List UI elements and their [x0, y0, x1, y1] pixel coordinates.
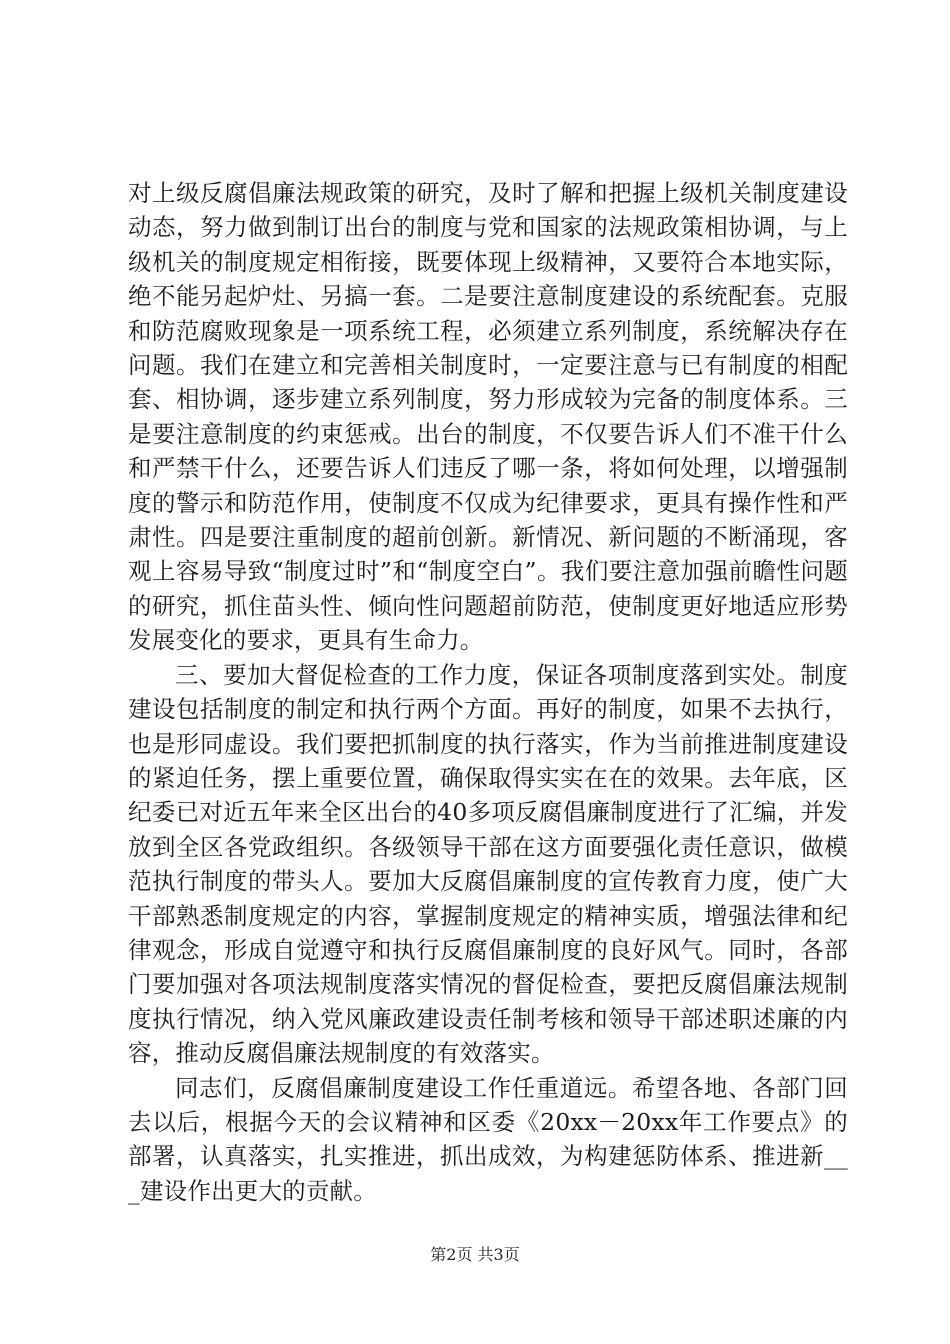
page-number-footer: 第2页 共3页: [430, 1245, 520, 1264]
paragraph-closing: 同志们，反腐倡廉制度建设工作任重道远。希望各地、各部门回去以后，根据今天的会议精神和区委《20xx－20xx年工作要点》的部署，认真落实，扎实推进，抓出成效，为构建惩防体系、推进新___建设作出更大的贡献。: [128, 1073, 848, 1205]
paragraph-section-three: 三、要加大督促检查的工作力度，保证各项制度落到实处。制度建设包括制度的制定和执行两个方面。再好的制度，如果不去执行，也是形同虚设。我们要把抓制度的执行落实，作为当前推进制度建设的紧迫任务，摆上重要位置，确保取得实实在在的效果。去年底，区纪委已对近五年来全区出台的40多项反腐倡廉制度进行了汇编，并发放到全区各党政组织。各级领导干部在这方面要强化责任意识，做模范执行制度的带头人。要加大反腐倡廉制度的宣传教育力度，使广大干部熟悉制度规定的内容，掌握制度规定的精神实质，增强法律和纪律观念，形成自觉遵守和执行反腐倡廉制度的良好风气。同时，各部门要加强对各项法规制度落实情况的督促检查，要把反腐倡廉法规制度执行情况，纳入党风廉政建设责任制考核和领导干部述职述廉的内容，推动反腐倡廉法规制度的有效落实。: [128, 660, 848, 1068]
document-body: [128, 176, 848, 1208]
paragraph-continuation: 对上级反腐倡廉法规政策的研究，及时了解和把握上级机关制度建设动态，努力做到制订出台的制度与党和国家的法规政策相协调，与上级机关的制度规定相衔接，既要体现上级精神，又要符合本地实际，绝不能另起炉灶、另搞一套。二是要注意制度建设的系统配套。克服和防范腐败现象是一项系统工程，必须建立系列制度，系统解决存在问题。我们在建立和完善相关制度时，一定要注意与已有制度的相配套、相协调，逐步建立系列制度，努力形成较为完备的制度体系。三是要注意制度的约束惩戒。出台的制度，不仅要告诉人们不准干什么和严禁干什么，还要告诉人们违反了哪一条，将如何处理，以增强制度的警示和防范作用，使制度不仅成为纪律要求，更具有操作性和严肃性。四是要注重制度的超前创新。新情况、新问题的不断涌现，客观上容易导致“制度过时”和“制度空白”。我们要注意加强前瞻性问题的研究，抓住苗头性、倾向性问题超前防范，使制度更好地适应形势发展变化的要求，更具有生命力。: [128, 179, 848, 655]
